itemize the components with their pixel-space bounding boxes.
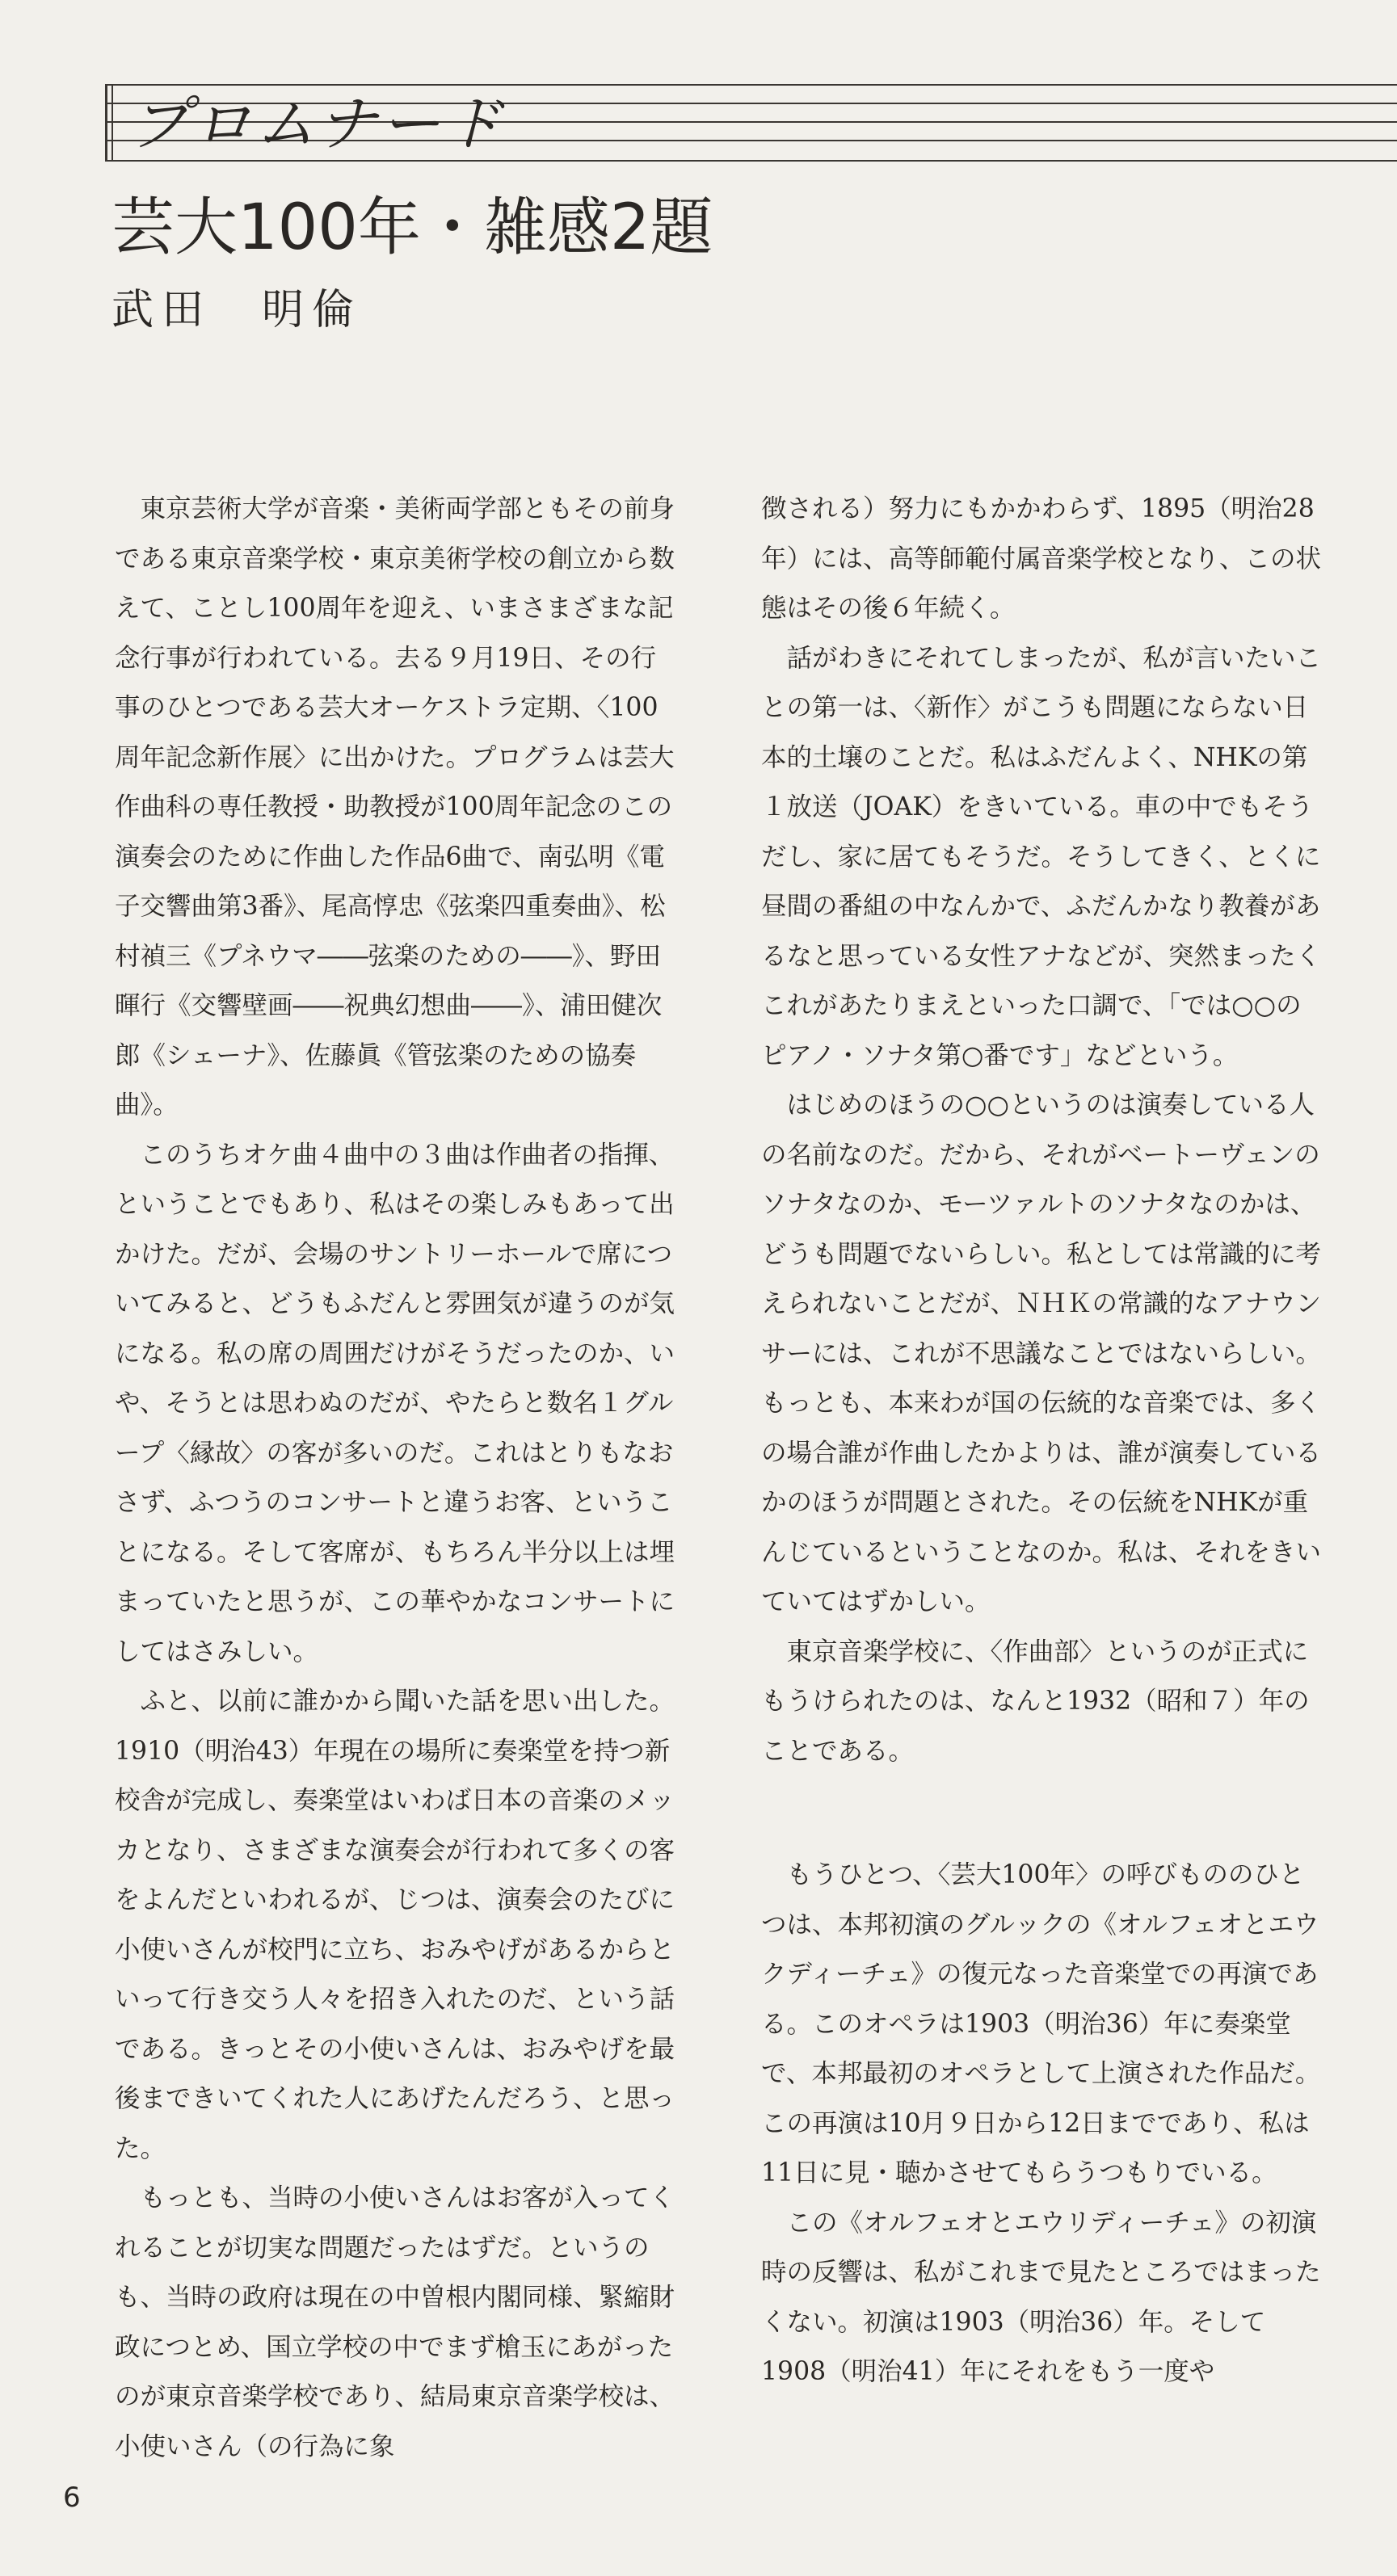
paragraph: 東京芸術大学が音楽・美術両学部ともその前身である東京音楽学校・東京美術学校の創立から数えて、ことし100周年を迎え、いまさまざまな記念行事が行われている。去る９月19日、その行事のひとつである芸大オーケストラ定期、〈100周年記念新作展〉に出かけた。プログラムは芸大作曲科の専任教授・助教授が100周年記念のこの演奏会のために作曲した作品6曲で、南弘明《電子交響曲第3番》、尾高惇忠《弦楽四重奏曲》、松村禎三《プネウマ――弦楽のための――》、野田暉行《交響壁画――祝典幻想曲――》、浦田健次郎《シェーナ》、佐藤眞《管弦楽のための協奏曲》。 — [115, 494, 675, 1120]
right-text-column — [761, 485, 1327, 2397]
paragraph-continued: 徴される）努力にもかかわらず、1895（明治28年）には、高等師範付属音楽学校となり、この状態はその後６年続く。 — [761, 494, 1322, 623]
section-break — [761, 1776, 1327, 1851]
page-number: 6 — [63, 2481, 81, 2514]
paragraph: ふと、以前に誰かから聞いた話を思い出した。1910（明治43）年現在の場所に奏楽堂を持つ新校舎が完成し、奏楽堂はいわば日本の音楽のメッカとなり、さまざまな演奏会が行われて多くの客をよんだといわれるが、じつは、演奏会のたびに小使いさんが校門に立ち、おみやげがあるからといって行き交う人々を招き入れたのだ、という話である。きっとその小使いさんは、おみやげを最後まできいてくれた人にあげたんだろう、と思った。 — [115, 1687, 675, 2163]
paragraph: この《オルフェオとエウリディーチェ》の初演時の反響は、私がこれまで見たところではまったくない。初演は1903（明治36）年。そして1908（明治41）年にそれをもう一度や — [761, 2208, 1321, 2386]
paragraph: もっとも、当時の小使いさんはお客が入ってくれることが切実な問題だったはずだ。というのも、当時の政府は現在の中曽根内閣同様、緊縮財政につとめ、国立学校の中でまず槍玉にあがったのが東京音楽学校であり、結局東京音楽学校は、小使いさん（の行為に象 — [115, 2183, 675, 2461]
section-label: プロムナード — [129, 90, 507, 159]
article-title: 芸大100年・雑感2題 — [112, 191, 713, 264]
left-text-column — [115, 485, 680, 2472]
paragraph: もうひとつ、〈芸大100年〉の呼びもののひとつは、本邦初演のグルックの《オルフェオとエウクディーチェ》の復元なった音楽堂での再演である。このオペラは1903（明治36）年に奏楽堂で、本邦最初のオペラとして上演された作品だ。この再演は10月９日から12日までであり、私は11日に見・聴かさせてもらうつもりでいる。 — [761, 1860, 1321, 2187]
paragraph: 話がわきにそれてしまったが、私が言いたいことの第一は、〈新作〉がこうも問題にならない日本的土壌のことだ。私はふだんよく、NHKの第１放送（JOAK）をきいている。車の中でもそうだし、家に居てもそうだ。そうしてきく、とくに昼間の番組の中なんかで、ふだんかなり教養があるなと思っている女性アナなどが、突然まったくこれがあたりまえといった口調で、「では○○のピアノ・ソナタ第○番です」などという。 — [761, 643, 1322, 1070]
paragraph: 東京音楽学校に、〈作曲部〉というのが正式にもうけられたのは、なんと1932（昭和７）年のことである。 — [761, 1637, 1310, 1766]
paragraph: はじめのほうの○○というのは演奏している人の名前なのだ。だから、それがベートーヴェンのソナタなのか、モーツァルトのソナタなのかは、どうも問題でないらしい。私としては常識的に考えられないことだが、ＮＨＫの常識的なアナウンサーには、これが不思議なことではないらしい。もっとも、本来わが国の伝統的な音楽では、多くの場合誰が作曲したかよりは、誰が演奏しているかのほうが問題とされた。その伝統をNHKが重んじているということなのか。私は、それをきいていてはずかしい。 — [761, 1090, 1322, 1616]
paragraph: このうちオケ曲４曲中の３曲は作曲者の指揮、ということでもあり、私はその楽しみもあって出かけた。だが、会場のサントリーホールで席についてみると、どうもふだんと雰囲気が違うのが気になる。私の席の周囲だけがそうだったのか、いや、そうとは思わぬのだが、やたらと数名１グループ〈縁故〉の客が多いのだ。これはとりもなおさず、ふつうのコンサートと違うお客、ということになる。そして客席が、もちろん半分以上は埋まっていたと思うが、この華やかなコンサートにしてはさみしい。 — [115, 1140, 675, 1666]
article-author: 武田 明倫 — [112, 286, 363, 334]
